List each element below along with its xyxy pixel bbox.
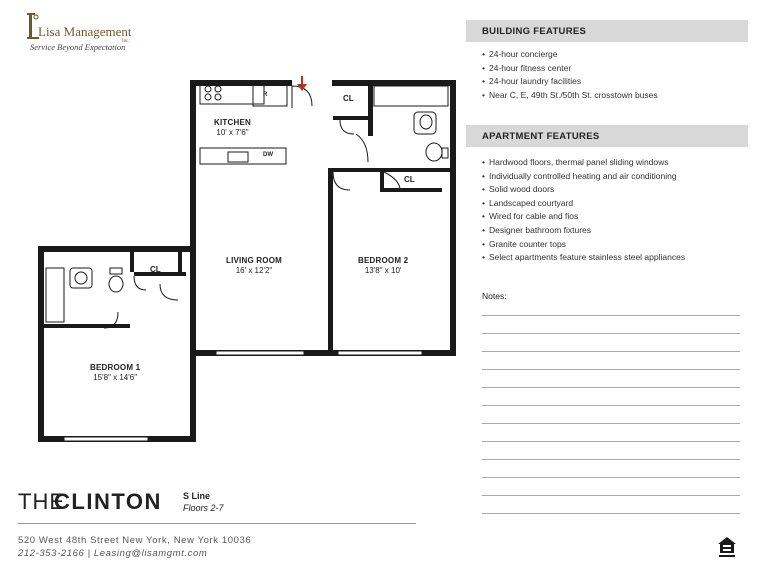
note-line bbox=[482, 369, 740, 370]
company-tagline: Service Beyond Expectation bbox=[30, 42, 126, 52]
note-line bbox=[482, 423, 740, 424]
bedroom2-label bbox=[358, 256, 408, 276]
list-item: • Solid wood doors bbox=[482, 183, 685, 197]
note-line bbox=[482, 315, 740, 316]
list-item: • Hardwood floors, thermal panel sliding windows bbox=[482, 156, 685, 170]
company-logo bbox=[26, 12, 166, 56]
building-title-prefix: THE bbox=[18, 489, 65, 514]
kitchen-dims: 10' x 7'6" bbox=[216, 128, 249, 137]
note-line bbox=[482, 333, 740, 334]
note-line bbox=[482, 351, 740, 352]
leasing-contact: 212-353-2166 | Leasing@lisamgmt.com bbox=[18, 548, 208, 559]
apartment-features-header bbox=[466, 125, 748, 147]
note-line bbox=[482, 441, 740, 442]
living-room-label bbox=[226, 256, 282, 276]
kitchen-name: KITCHEN bbox=[214, 118, 251, 127]
equal-housing-opportunity-icon bbox=[717, 536, 737, 558]
list-item: • Designer bathroom fixtures bbox=[482, 224, 685, 238]
bedroom2-name: BEDROOM 2 bbox=[358, 256, 409, 265]
refrigerator-label: R bbox=[263, 92, 268, 98]
living-room-dims: 16' x 12'2" bbox=[235, 266, 273, 275]
kitchen-label bbox=[214, 118, 251, 138]
list-item: • Wired for cable and fios bbox=[482, 210, 685, 224]
building-title: CLINTON bbox=[54, 489, 162, 514]
closet-label: CL bbox=[150, 265, 161, 274]
footer-divider bbox=[18, 523, 416, 524]
note-line bbox=[482, 459, 740, 460]
unit-line: S Line bbox=[183, 491, 211, 501]
building-features-title: BUILDING FEATURES bbox=[482, 26, 587, 37]
bedroom2-dims: 13'8" x 10' bbox=[364, 266, 402, 275]
bedroom1-dims: 15'8" x 14'6" bbox=[93, 373, 138, 382]
note-line bbox=[482, 513, 740, 514]
list-item: • Granite counter tops bbox=[482, 238, 685, 252]
note-line bbox=[482, 495, 740, 496]
closet-label: CL bbox=[404, 175, 415, 184]
note-line bbox=[482, 477, 740, 478]
company-name: Lisa Management bbox=[38, 24, 132, 39]
unit-floors: Floors 2-7 bbox=[183, 503, 224, 513]
list-item: • Landscaped courtyard bbox=[482, 197, 685, 211]
building-address: 520 West 48th Street New York, New York 10036 bbox=[18, 535, 252, 546]
notes-label: Notes: bbox=[482, 291, 507, 301]
note-line bbox=[482, 405, 740, 406]
apartment-features-list bbox=[482, 156, 685, 265]
floor-plan bbox=[38, 72, 458, 444]
list-item: • Select apartments feature stainless steel appliances bbox=[482, 251, 685, 265]
closet-label: CL bbox=[343, 94, 354, 103]
company-inc: Inc. bbox=[122, 39, 130, 44]
note-line bbox=[482, 387, 740, 388]
building-features-list bbox=[482, 48, 658, 102]
bedroom1-label bbox=[90, 363, 140, 383]
list-item: • Near C, E, 49th St./50th St. crosstown buses bbox=[482, 89, 658, 103]
list-item: • 24-hour fitness center bbox=[482, 62, 658, 76]
dishwasher-label: DW bbox=[263, 152, 273, 158]
list-item: • 24-hour laundry facilities bbox=[482, 75, 658, 89]
list-item: • Individually controlled heating and air conditioning bbox=[482, 170, 685, 184]
building-features-header bbox=[466, 20, 748, 42]
living-room-name: LIVING ROOM bbox=[226, 256, 282, 265]
apartment-features-title: APARTMENT FEATURES bbox=[482, 131, 600, 142]
bedroom1-name: BEDROOM 1 bbox=[90, 363, 141, 372]
entry-arrow-icon bbox=[297, 76, 307, 91]
list-item: • 24-hour concierge bbox=[482, 48, 658, 62]
